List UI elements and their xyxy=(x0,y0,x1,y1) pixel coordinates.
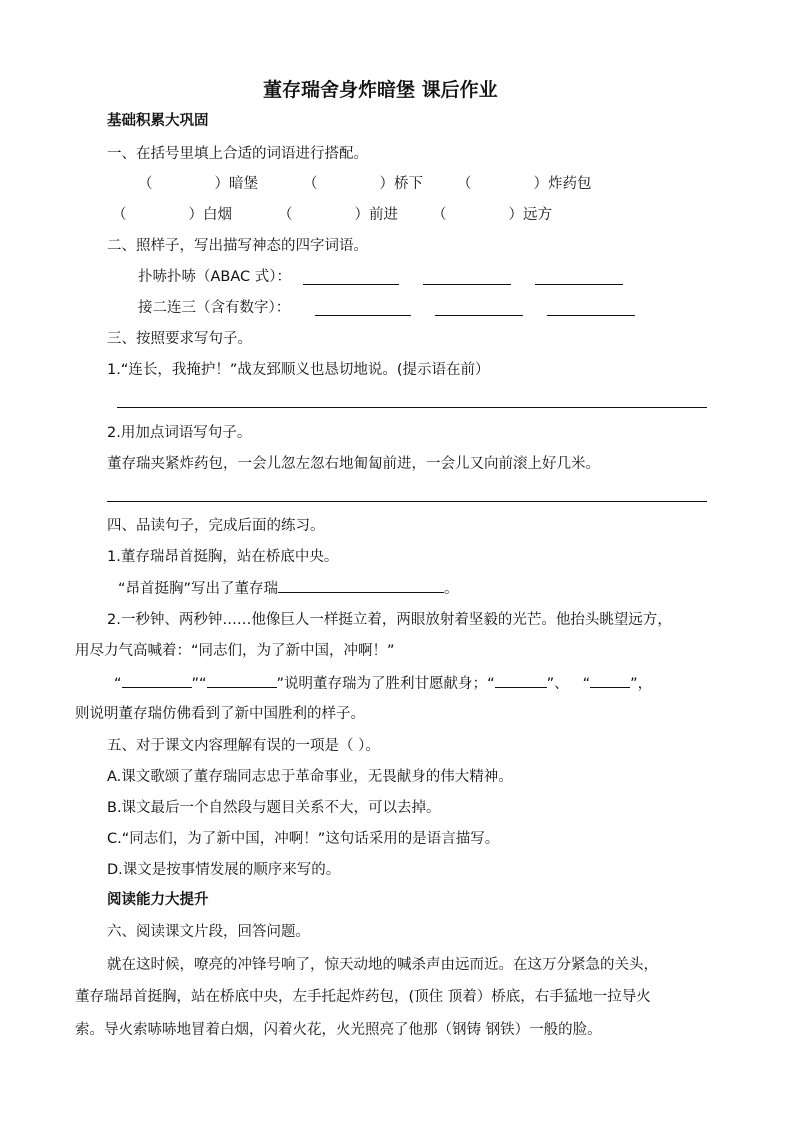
section-heading-basic: 基础积累大巩固 xyxy=(107,113,209,129)
q4-item1-end: 。 xyxy=(444,581,459,597)
q4-item1-blank[interactable] xyxy=(278,578,444,593)
question-5-heading: 五、对于课文内容理解有误的一项是（ ）。 xyxy=(107,738,380,754)
question-3-heading: 三、按照要求写句子。 xyxy=(107,331,252,347)
q1-r2c-close: ）远方 xyxy=(508,207,552,223)
q1-r1a-blank[interactable] xyxy=(153,174,215,188)
q1-row1-item-b xyxy=(303,174,423,194)
q2-ex1-blank-3[interactable] xyxy=(535,284,623,285)
q6-passage-line-2: 董存瑞昂首挺胸，站在桥底中央，左手托起炸药包，(顶住 顶着）桥底，右手猛地一拉导火 xyxy=(75,989,651,1005)
q4-item2-line3 xyxy=(114,673,652,694)
q1-r1b-close: ）桥下 xyxy=(379,176,423,192)
q4-item-1: 1.董存瑞昂首挺胸，站在桥底中央。 xyxy=(107,549,339,565)
q4-quote-open-2: “ xyxy=(199,676,207,692)
section-heading-reading: 阅读能力大提升 xyxy=(107,892,209,908)
q4-quote-close-1: ” xyxy=(191,676,200,692)
q1-r1c-blank[interactable] xyxy=(472,174,534,188)
q4-quote-close-4: ”， xyxy=(630,676,653,692)
q1-r2a-blank[interactable] xyxy=(127,205,189,219)
q3-item2-answer-line[interactable] xyxy=(107,501,707,502)
q4-blank-3[interactable] xyxy=(495,673,547,688)
q1-row1-item-c xyxy=(457,174,592,194)
q4-mid-text: 说明董存瑞为了胜利甘愿献身； xyxy=(284,676,488,692)
q1-r2a-close: ）白烟 xyxy=(188,207,232,223)
question-4-heading: 四、品读句子，完成后面的练习。 xyxy=(107,518,325,534)
q1-row2-item-c xyxy=(432,205,552,225)
q4-quote-open-1: “ xyxy=(114,676,122,692)
q4-item2-line1: 2.一秒钟、两秒钟……他像巨人一样挺立着，两眼放射着坚毅的光芒。他抬头眺望远方， xyxy=(107,612,672,628)
question-1-heading: 一、在括号里填上合适的词语进行搭配。 xyxy=(107,146,368,162)
q4-quote-close-2: ” xyxy=(276,676,285,692)
q4-blank-2[interactable] xyxy=(207,673,277,688)
q4-quote-open-3: “ xyxy=(487,676,495,692)
q1-r2b-close: ）前进 xyxy=(354,207,398,223)
question-2-heading: 二、照样子，写出描写神态的四字词语。 xyxy=(107,238,368,254)
q2-example-1 xyxy=(138,267,291,287)
q5-option-a: A.课文歌颂了董存瑞同志忠于革命事业，无畏献身的伟大精神。 xyxy=(107,769,513,785)
q1-r1a-open: （ xyxy=(138,176,153,192)
q4-blank-1[interactable] xyxy=(122,673,192,688)
q2-ex2-blank-1[interactable] xyxy=(315,315,411,316)
q6-passage-line-3: 索。导火索哧哧地冒着白烟，闪着火花，火光照亮了他那（钢铸 钢铁）一般的脸。 xyxy=(75,1022,602,1038)
q2-ex1-blank-2[interactable] xyxy=(423,284,511,285)
q1-r1c-close: ）炸药包 xyxy=(533,176,592,192)
q5-option-d: D.课文是按事情发展的顺序来写的。 xyxy=(107,862,341,878)
q1-row2-item-a xyxy=(112,205,232,225)
q1-r1b-blank[interactable] xyxy=(318,174,380,188)
q3-item-2: 2.用加点词语写句子。 xyxy=(107,425,252,441)
q2-ex2-label: 接二连三（含有数字）： xyxy=(138,300,291,316)
q1-r1c-open: （ xyxy=(457,176,472,192)
q4-quote-close-3: ”、 xyxy=(546,676,569,692)
q4-item2-line2: 用尽力气高喊着：“同志们，为了新中国，冲啊！” xyxy=(75,643,395,659)
q3-item1-answer-line[interactable] xyxy=(117,407,707,408)
q1-r2c-open: （ xyxy=(432,207,447,223)
q1-r1a-close: ）暗堡 xyxy=(214,176,258,192)
q1-r2a-open: （ xyxy=(112,207,127,223)
q2-example-2 xyxy=(138,298,290,318)
q5-option-b: B.课文最后一个自然段与题目关系不大，可以去掉。 xyxy=(107,800,441,816)
q1-row1-item-a xyxy=(138,174,258,194)
q1-r2b-open: （ xyxy=(278,207,293,223)
q3-item-1: 1.“连长，我掩护！”战友郅顺义也恳切地说。(提示语在前） xyxy=(107,362,490,378)
q1-r1b-open: （ xyxy=(303,176,318,192)
q5-option-c: C.“同志们，为了新中国，冲啊！”这句话采用的是语言描写。 xyxy=(107,831,500,847)
q2-ex1-blank-1[interactable] xyxy=(303,284,399,285)
q1-row2-item-b xyxy=(278,205,398,225)
q2-ex2-blank-3[interactable] xyxy=(547,315,635,316)
q4-blank-4[interactable] xyxy=(590,673,630,688)
q4-item2-line4: 则说明董存瑞仿佛看到了新中国胜利的样子。 xyxy=(75,706,365,722)
q4-quote-open-4: “ xyxy=(582,676,591,692)
q2-ex2-blank-2[interactable] xyxy=(435,315,523,316)
q3-item2-sentence: 董存瑞夹紧炸药包，一会儿忽左忽右地匍匐前进，一会儿又向前滚上好几米。 xyxy=(107,456,600,472)
q1-r2b-blank[interactable] xyxy=(293,205,355,219)
page-title: 董存瑞舍身炸暗堡 课后作业 xyxy=(263,79,498,101)
q4-item1-prompt xyxy=(118,578,459,599)
q4-item1-prompt-text: “昂首挺胸”写出了董存瑞 xyxy=(118,581,279,597)
q2-ex1-label: 扑哧扑哧（ABAC 式）： xyxy=(138,269,292,285)
q6-passage-line-1: 就在这时候，嘹亮的冲锋号响了，惊天动地的喊杀声由远而近。在这万分紧急的关头， xyxy=(107,957,658,973)
question-6-heading: 六、阅读课文片段，回答问题。 xyxy=(107,924,310,940)
q1-r2c-blank[interactable] xyxy=(447,205,509,219)
